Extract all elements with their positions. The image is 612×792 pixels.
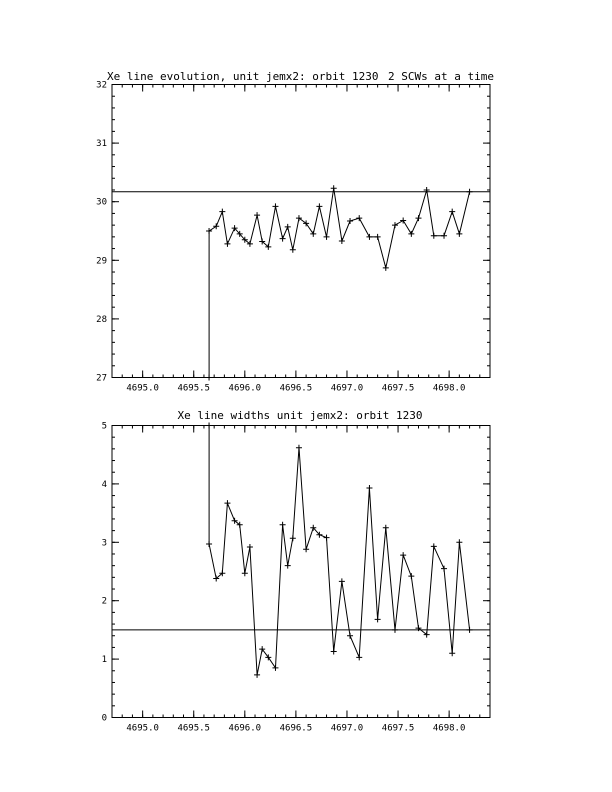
x-tick-label: 4695.5 [177,383,210,394]
data-point [366,234,372,240]
data-point [285,563,291,569]
plot-marks [96,81,490,394]
x-tick-label: 4696.0 [228,383,262,394]
chart-title-right: 2 SCWs at a time [388,70,494,83]
data-point [254,672,260,678]
data-point [400,217,406,223]
data-point [206,541,212,547]
data-point [206,423,212,429]
data-point [456,231,462,237]
data-point [242,570,248,576]
data-point [206,228,212,234]
data-point [431,233,437,239]
data-point [356,654,362,660]
y-tick-label: 0 [101,713,107,724]
x-tick-label: 4695.0 [126,383,159,394]
x-tick-label: 4697.5 [381,383,415,394]
data-point [290,535,296,541]
x-tick-label: 4698.0 [432,723,466,734]
y-tick-label: 28 [96,314,107,325]
data-point [324,234,330,240]
data-point [408,573,414,579]
data-point [456,539,462,545]
data-point [441,566,447,572]
data-point [366,485,372,491]
data-point [383,265,389,271]
x-tick-label: 4697.0 [330,383,364,394]
data-point [296,445,302,451]
data-point [347,218,353,224]
data-point [247,544,253,550]
chart-title: Xe line widths unit jemx2: orbit 1230 [177,409,423,422]
x-tick-label: 4696.0 [228,723,262,734]
data-point [449,650,455,656]
data-point [339,578,345,584]
data-point [375,234,381,240]
data-point [400,552,406,558]
series-line [209,426,470,675]
y-tick-label: 2 [101,596,107,607]
data-point [316,203,322,209]
data-point [324,535,330,541]
y-tick-label: 29 [96,256,107,267]
y-tick-label: 1 [101,655,107,666]
data-point [339,238,345,244]
x-tick-label: 4695.5 [177,723,210,734]
x-tick-label: 4697.5 [381,723,415,734]
y-tick-label: 31 [96,139,107,150]
x-tick-label: 4698.0 [432,383,466,394]
data-point [449,209,455,215]
data-point [206,375,212,381]
y-tick-label: 4 [101,479,107,490]
y-tick-label: 3 [101,538,107,549]
data-point [431,543,437,549]
plot-marks [102,422,490,734]
data-point [383,525,389,531]
data-point [331,185,337,191]
data-point [303,546,309,552]
data-point [280,522,286,528]
data-point [392,222,398,228]
data-point [272,203,278,209]
series-line [209,188,470,377]
data-point [408,231,414,237]
y-tick-label: 32 [96,80,107,91]
data-point [254,212,260,218]
x-tick-label: 4696.5 [279,383,313,394]
chart-title: Xe line evolution, unit jemx2: orbit 1230 [107,70,379,83]
data-point [441,233,447,239]
data-point [219,209,225,215]
data-point [213,223,219,229]
panel-xe-line-widths [102,409,490,734]
data-point [467,189,473,195]
data-point [224,241,230,247]
data-point [415,215,421,221]
y-tick-label: 5 [101,421,107,432]
x-tick-label: 4697.0 [330,723,364,734]
y-tick-label: 27 [96,373,107,384]
data-point [280,236,286,242]
data-point [467,627,473,633]
data-point [356,215,362,221]
x-tick-label: 4696.5 [279,723,313,734]
panel-xe-line-evolution [96,70,494,394]
x-tick-label: 4695.0 [126,723,159,734]
data-point [310,231,316,237]
data-point [331,649,337,655]
data-point [392,627,398,633]
data-point [224,500,230,506]
y-tick-label: 30 [96,197,107,208]
data-point [272,665,278,671]
data-point [285,224,291,230]
data-point [347,633,353,639]
data-point [375,616,381,622]
data-point [290,247,296,253]
